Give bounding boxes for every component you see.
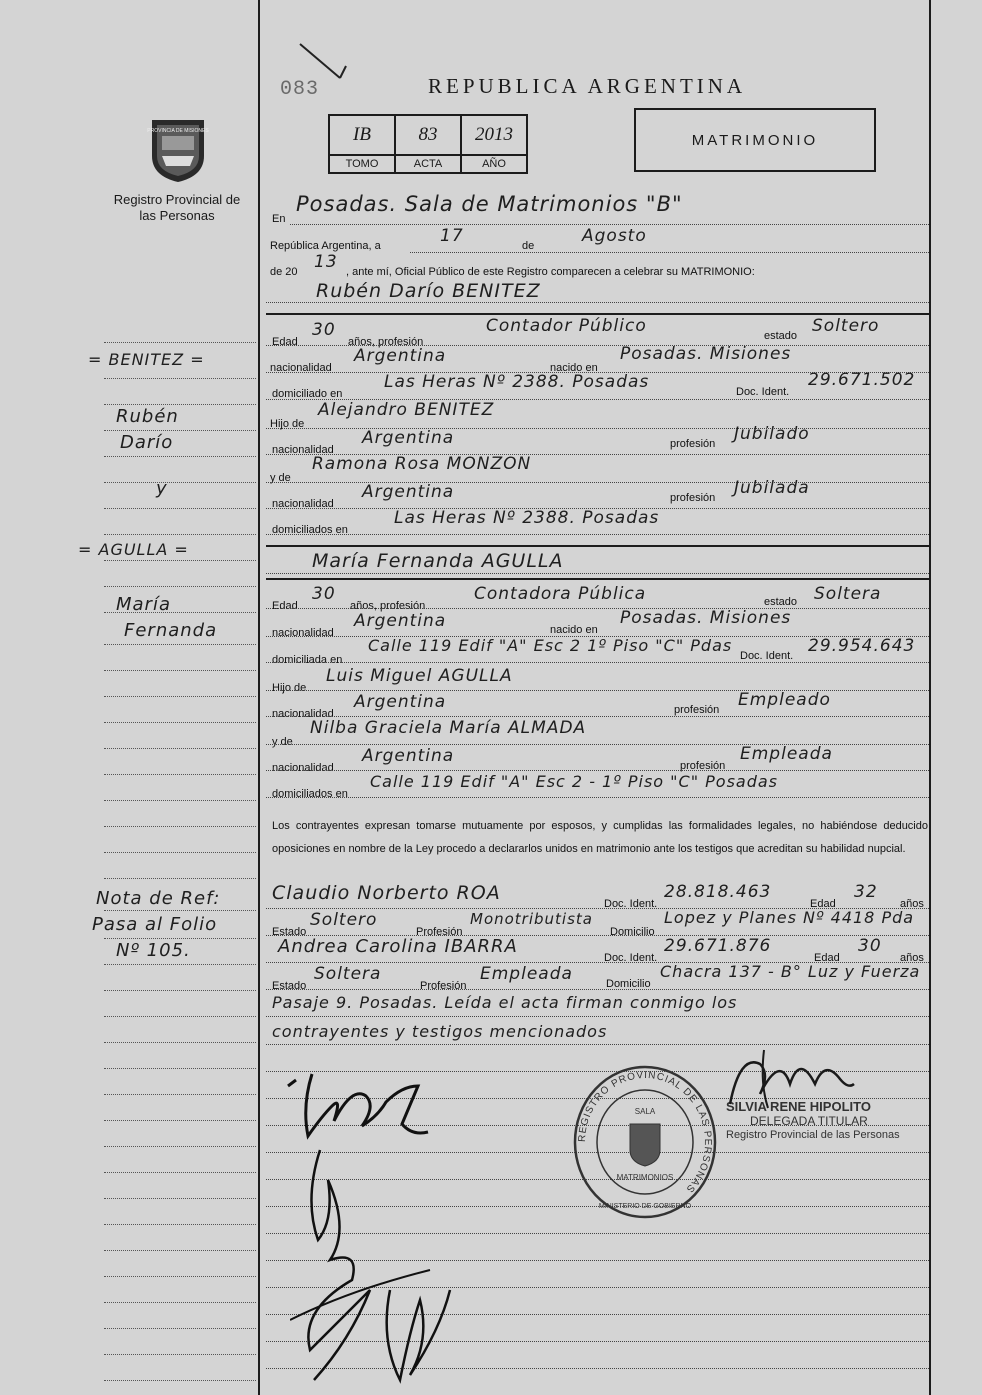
margin-line [104,774,256,775]
label-nacionalidad: nacionalidad [272,762,334,774]
margin-line [104,1120,256,1121]
witness1-doc: 28.818.463 [664,882,772,902]
section-divider [266,313,930,315]
margin-line [104,586,256,587]
label-edad: Edad [272,600,298,612]
bride-birthplace: Posadas. Misiones [620,608,792,628]
groom-doc: 29.671.502 [808,370,916,390]
groom-signature [282,1066,442,1146]
witness2-status: Soltera [314,964,382,984]
bride-parents-address: Calle 119 Edif "A" Esc 2 - 1º Piso "C" Posadas [370,772,779,791]
official-title: DELEGADA TITULAR [750,1114,868,1128]
margin-note-3: Nº 105. [116,940,191,961]
label-domicilio: Domicilio [610,926,655,938]
label-doc: Doc. Ident. [736,386,790,398]
label-nacido: nacido en [550,362,598,374]
rule-line [266,302,929,303]
witness2-doc: 29.671.876 [664,936,772,956]
ano-label: AÑO [461,155,527,173]
witness2-name: Andrea Carolina IBARRA [278,936,518,957]
margin-line [104,482,256,483]
margin-line [104,1172,256,1173]
bride-father: Luis Miguel AGULLA [326,666,513,686]
record-type-box: MATRIMONIO [634,108,876,172]
margin-line [104,1016,256,1017]
margin-line [104,378,256,379]
bride-witness-signatures [290,1140,480,1385]
official-signature [720,1044,860,1114]
label-doc-ident: Doc. Ident. [604,952,658,964]
label-yde: y de [272,736,293,748]
margin-line [104,1224,256,1225]
margin-line [104,1276,256,1277]
margin-line [104,1380,256,1381]
groom-status: Soltero [812,316,880,336]
label-doc-ident: Doc. Ident. [604,898,658,910]
rule-line [266,662,929,663]
margin-line [104,964,256,965]
margin-line [104,1094,256,1095]
office-name: Registro Provincial de las Personas [113,192,241,223]
label-profesion: profesión [680,760,726,772]
margin-groom-second: Darío [120,432,174,453]
label-anos-w: años [900,898,924,910]
groom-age: 30 [312,320,336,340]
section-divider [266,545,930,547]
label-nacido: nacido en [550,624,598,636]
stamp-inner-top: SALA [634,1107,656,1116]
margin-conjunction: y [156,478,168,499]
witness2-address: Chacra 137 - B° Luz y Fuerza [660,962,921,981]
rule-line [410,252,929,253]
label-edad: Edad [272,336,298,348]
label-nacionalidad: nacionalidad [272,627,334,639]
rule-line [266,797,929,798]
label-yde: y de [270,472,291,484]
margin-line [104,560,256,561]
witness1-status: Soltero [310,910,378,930]
margin-line [104,878,256,879]
groom-name: Rubén Darío BENITEZ [316,280,541,302]
declaration-paragraph: Los contrayentes expresan tomarse mutuamente por esposos, y cumplidas las formalidades legales, no habiéndose deducido oposiciones en nombre de la Ley procedo a declararlos unidos en matrimonio ante los testigos que acreditan su habilidad nupcial. [272,820,928,855]
margin-line [104,1250,256,1251]
margin-line [104,826,256,827]
bride-mother-nationality: Argentina [362,746,455,766]
margin-line [104,852,256,853]
margin-line [104,404,256,405]
label-profesion-cap: Profesión [420,980,467,992]
label-nacionalidad: nacionalidad [270,362,332,374]
groom-parents-address: Las Heras Nº 2388. Posadas [394,508,660,528]
bride-mother: Nilba Graciela María ALMADA [310,718,587,738]
margin-line [104,1042,256,1043]
pen-mark-icon [296,40,356,92]
right-rule [929,0,931,1395]
label-nacionalidad: nacionalidad [272,708,334,720]
bride-age: 30 [312,584,336,604]
margin-line [104,1302,256,1303]
ceremony-year: 13 [314,252,338,272]
groom-father: Alejandro BENITEZ [318,400,495,420]
margin-line [104,696,256,697]
groom-father-profession: Jubilado [734,424,810,444]
margin-line [104,1146,256,1147]
margin-line [104,910,256,911]
tomo-value: IB [329,115,395,155]
label-edad-w: Edad [810,898,836,910]
margin-line [104,644,256,645]
label-domicilio: Domicilio [606,978,651,990]
margin-line [104,456,256,457]
margin-line [104,722,256,723]
label-doc: Doc. Ident. [740,650,794,662]
label-hijo: Hijo de [272,682,307,694]
bride-doc: 29.954.643 [808,636,916,656]
label-en: En [272,213,286,225]
margin-note-2: Pasa al Folio [92,914,218,935]
witness2-age: 30 [858,936,882,956]
groom-mother-profession: Jubilada [734,478,810,498]
margin-line [104,938,256,939]
witness1-age: 32 [854,882,878,902]
acta-value: 83 [395,115,461,155]
rule-line [266,608,929,609]
bride-father-nationality: Argentina [354,692,447,712]
margin-line [104,800,256,801]
stamp-inner-bottom: MATRIMONIOS [616,1173,674,1182]
margin-bride-first: María [116,594,171,615]
label-hijo: Hijo de [270,418,305,430]
bride-name: María Fernanda AGULLA [312,550,564,572]
margin-line [104,990,256,991]
margin-line [104,342,256,343]
margin-line [104,748,256,749]
bride-father-profession: Empleado [738,690,831,710]
groom-birthplace: Posadas. Misiones [620,344,792,364]
label-estado-cap: Estado [272,980,307,992]
label-profesion: profesión [670,492,716,504]
margin-bride-surname: = AGULLA = [78,540,189,559]
label-domiciliada: domiciliada en [272,654,343,666]
label-anos-w: años [900,952,924,964]
official-office: Registro Provincial de las Personas [726,1129,900,1141]
label-anos-profesion: años, profesión [350,600,426,612]
groom-profession: Contador Público [486,316,647,336]
margin-line [104,1068,256,1069]
margin-groom-surname: = BENITEZ = [88,350,205,369]
country-title: REPUBLICA ARGENTINA [428,74,747,98]
bride-profession: Contadora Pública [474,584,647,604]
official-name: SILVIA RENE HIPOLITO [726,1099,871,1114]
rule-line [266,573,929,574]
margin-line [104,430,256,431]
witness1-profession: Monotributista [470,910,593,928]
label-de20: de 20 [270,266,298,278]
bride-address: Calle 119 Edif "A" Esc 2 1º Piso "C" Pdas [368,636,733,655]
acta-label: ACTA [395,155,461,173]
label-domiciliados: domiciliados en [272,524,348,536]
label-estado-cap: Estado [272,926,307,938]
label-nacionalidad: nacionalidad [272,498,334,510]
rule-line [266,989,929,990]
page-number: 083 [280,78,320,101]
closing-line-1: Pasaje 9. Posadas. Leída el acta firman conmigo los [272,993,738,1012]
label-profesion: profesión [670,438,716,450]
witness1-address: Lopez y Planes Nº 4418 Pda [664,908,915,927]
margin-line [104,1198,256,1199]
margin-groom-first: Rubén [116,406,179,427]
label-domiciliado: domiciliado en [272,388,343,400]
ano-value: 2013 [461,115,527,155]
rule-line [290,224,929,225]
groom-mother-nationality: Argentina [362,482,455,502]
margin-line [104,670,256,671]
margin-line [104,1354,256,1355]
margin-bride-second: Fernanda [124,620,218,641]
margin-note-1: Nota de Ref: [96,888,221,909]
witness2-profession: Empleada [480,964,573,984]
tomo-label: TOMO [329,155,395,173]
margin-line [104,508,256,509]
stamp-outer-bottom: MINISTERIO DE GOBIERNO [598,1203,692,1210]
closing-line-2: contrayentes y testigos mencionados [272,1022,608,1041]
groom-address: Las Heras Nº 2388. Posadas [384,372,650,392]
logo-text: PROVINCIA DE MISIONES [147,128,209,134]
rule-line [266,1016,929,1017]
label-profesion-cap: Profesión [416,926,463,938]
label-anos-profesion: años, profesión [348,336,424,348]
groom-mother: Ramona Rosa MONZON [312,454,532,474]
bride-nationality: Argentina [354,611,447,631]
rule-line [266,770,929,771]
label-compare: , ante mí, Oficial Público de este Registro comparecen a celebrar su MATRIMONIO: [346,266,755,278]
ceremony-place: Posadas. Sala de Matrimonios "B" [296,192,683,216]
section-divider [266,578,930,580]
ceremony-month: Agosto [582,226,647,246]
label-estado: estado [764,596,798,608]
groom-father-nationality: Argentina [362,428,455,448]
groom-nationality: Argentina [354,346,447,366]
ceremony-day: 17 [440,226,464,246]
label-de: de [522,240,535,252]
margin-line [104,534,256,535]
label-nacionalidad: nacionalidad [272,444,334,456]
registry-box [328,114,528,176]
label-profesion: profesión [674,704,720,716]
official-stamp [572,1064,718,1220]
margin-line [104,1328,256,1329]
misiones-logo [146,112,210,184]
label-edad-w: Edad [814,952,840,964]
stamp-ring-text: REGISTRO PROVINCIAL DE LAS PERSONAS [576,1069,714,1195]
label-domiciliados: domiciliados en [272,788,348,800]
bride-status: Soltera [814,584,882,604]
margin-rule [258,0,260,1395]
bride-mother-profession: Empleada [740,744,833,764]
label-republica: República Argentina, a [270,240,381,252]
witness1-name: Claudio Norberto ROA [272,882,501,904]
rule-line [266,534,929,535]
label-estado: estado [764,330,798,342]
rule-line [266,716,929,717]
